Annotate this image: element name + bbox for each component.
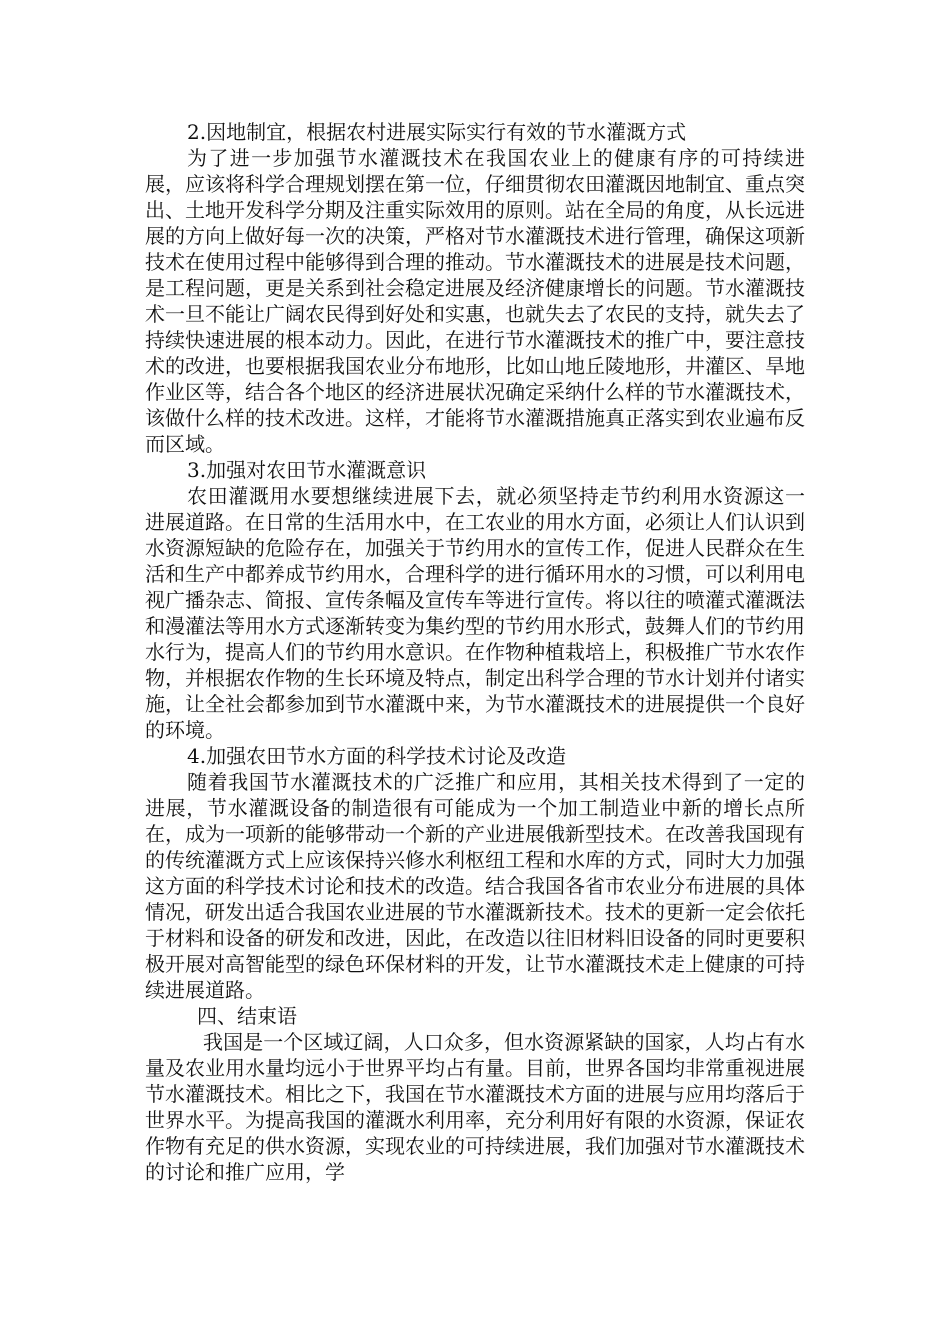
conclusion-paragraph: 我国是一个区域辽阔，人口众多，但水资源紧缺的国家，人均占有水量及农业用水量均远小于世界平均占有量。目前，世界各国均非常重视进展节水灌溉技术。相比之下，我国在节水灌溉技术方面的进展与应用均落后于世界水平。为提高我国的灌溉水利用率，充分利用好有限的水资源，保证农作物有充足的供水资源，实现农业的可持续进展，我们加强对节水灌溉技术的讨论和推广应用，学: [145, 1030, 805, 1184]
conclusion-heading: 四、结束语: [197, 1004, 297, 1028]
section-paragraph-2: 为了进一步加强节水灌溉技术在我国农业上的健康有序的可持续进展，应该将科学合理规划摆在第一位，仔细贯彻农田灌溉因地制宜、重点突出、土地开发科学分期及注重实际效用的原则。站在全局的角度，从长远进展的方向上做好每一次的决策，严格对节水灌溉技术进行管理，确保这项新技术在使用过程中能够得到合理的推动。节水灌溉技术的进展是技术问题，是工程问题，更是关系到社会稳定进展及经济健康增长的问题。节水灌溉技术一旦不能让广阔农民得到好处和实惠，也就失去了农民的支持，就失去了持续快速进展的根本动力。因此，在进行节水灌溉技术的推广中，要注意技术的改进，也要根据我国农业分布地形，比如山地丘陵地形，井灌区、旱地作业区等，结合各个地区的经济进展状况确定采纳什么样的节水灌溉技术，该做什么样的技术改进。这样，才能将节水灌溉措施真正落实到农业遍布反而区域。: [145, 146, 805, 456]
section-heading-4: 4.加强农田节水方面的科学技术讨论及改造: [187, 744, 567, 768]
body-text: [145, 119, 805, 1185]
section-paragraph-3: 农田灌溉用水要想继续进展下去，就必须坚持走节约利用水资源这一进展道路。在日常的生活用水中，在工农业的用水方面，必须让人们认识到水资源短缺的危险存在，加强关于节约用水的宣传工作，促进人民群众在生活和生产中都养成节约用水，合理科学的进行循环用水的习惯，可以利用电视广播杂志、简报、宣传条幅及宣传车等进行宣传。将以往的喷灌式灌溉法和漫灌法等用水方式逐渐转变为集约型的节约用水形式，鼓舞人们的节约用水行为，提高人们的节约用水意识。在作物种植栽培上，积极推广节水农作物，并根据农作物的生长环境及特点，制定出科学合理的节水计划并付诸实施，让全社会都参加到节水灌溉中来，为节水灌溉技术的进展提供一个良好的环境。: [145, 484, 805, 742]
section-heading-3: 3.加强对农田节水灌溉意识: [187, 458, 427, 482]
section-paragraph-4: 随着我国节水灌溉技术的广泛推广和应用，其相关技术得到了一定的进展，节水灌溉设备的制造很有可能成为一个加工制造业中新的增长点所在，成为一项新的能够带动一个新的产业进展俄新型技术。在改善我国现有的传统灌溉方式上应该保持兴修水利枢纽工程和水库的方式，同时大力加强这方面的科学技术讨论和技术的改造。结合我国各省市农业分布进展的具体情况，研发出适合我国农业进展的节水灌溉新技术。技术的更新一定会依托于材料和设备的研发和改进，因此，在改造以往旧材料旧设备的同时更要积极开展对高智能型的绿色环保材料的开发，让节水灌溉技术走上健康的可持续进展道路。: [145, 770, 805, 1002]
section-heading-2: 2.因地制宜，根据农村进展实际实行有效的节水灌溉方式: [187, 120, 687, 144]
